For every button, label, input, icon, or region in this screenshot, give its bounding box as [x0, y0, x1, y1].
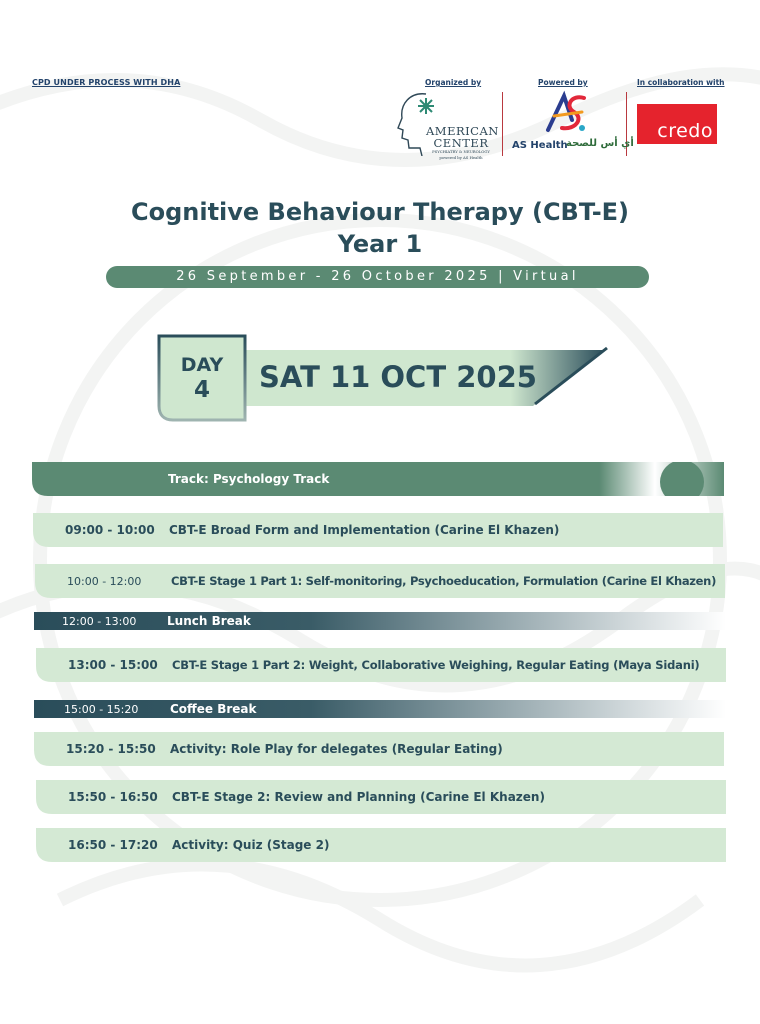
session-time: 15:20 - 15:50 [66, 742, 156, 756]
cpd-note: CPD UNDER PROCESS WITH DHA [32, 78, 181, 87]
american-center-line2: CENTER [433, 136, 489, 150]
break-time: 12:00 - 13:00 [62, 614, 137, 628]
session-row [34, 732, 724, 766]
page-subtitle: Year 1 [337, 230, 423, 258]
session-time: 15:50 - 16:50 [68, 790, 158, 804]
session-row [36, 780, 726, 814]
session-title: CBT-E Stage 1 Part 1: Self-monitoring, Psychoeducation, Formulation (Carine El Khazen) [171, 574, 717, 588]
credo-wordmark: credo [657, 120, 713, 142]
session-time: 10:00 - 12:00 [67, 574, 142, 588]
session-time: 09:00 - 10:00 [65, 523, 155, 537]
date-banner: 26 September - 26 October 2025 | Virtual [106, 266, 649, 288]
organized-by-label: Organized by [425, 78, 482, 87]
powered-by-label: Powered by [538, 78, 588, 87]
track-label: Track: Psychology Track [168, 472, 330, 486]
as-health-arabic: أي أس للصحة [566, 138, 634, 149]
session-title: Activity: Role Play for delegates (Regular Eating) [170, 742, 503, 756]
american-center-line4: powered by AS Health [439, 155, 483, 160]
track-header-bg [32, 462, 724, 496]
break-title: Coffee Break [170, 702, 257, 716]
session-row [36, 828, 726, 862]
as-health-mark-icon [542, 90, 592, 136]
track-header [32, 462, 724, 496]
credo-logo [637, 104, 717, 144]
session-title: Activity: Quiz (Stage 2) [172, 838, 330, 852]
break-row-coffee [34, 700, 726, 718]
session-title: CBT-E Stage 1 Part 2: Weight, Collaborative Weighing, Regular Eating (Maya Sidani) [172, 658, 700, 672]
page-title: Cognitive Behaviour Therapy (CBT-E) [130, 198, 630, 226]
header-divider [502, 92, 503, 156]
session-title: CBT-E Stage 2: Review and Planning (Carine El Khazen) [172, 790, 545, 804]
day-date: SAT 11 OCT 2025 [259, 360, 537, 394]
session-row [35, 564, 725, 598]
day-number: 4 [193, 377, 210, 403]
american-center-line3: PSYCHIATRY & NEUROLOGY [432, 149, 490, 154]
american-center-logo [396, 90, 499, 162]
break-row-lunch [34, 612, 726, 630]
collaboration-label: In collaboration with [637, 78, 725, 87]
break-title: Lunch Break [167, 614, 251, 628]
day-label: DAY [180, 354, 224, 376]
session-row [33, 513, 723, 547]
day-banner [155, 334, 610, 424]
american-center-line1: AMERICAN [426, 124, 499, 138]
as-health-logo [510, 90, 634, 156]
session-time: 16:50 - 17:20 [68, 838, 158, 852]
session-row [36, 648, 726, 682]
session-title: CBT-E Broad Form and Implementation (Carine El Khazen) [169, 523, 560, 537]
session-time: 13:00 - 15:00 [68, 658, 158, 672]
break-time: 15:00 - 15:20 [64, 702, 139, 716]
as-health-english: AS Health [512, 140, 568, 151]
